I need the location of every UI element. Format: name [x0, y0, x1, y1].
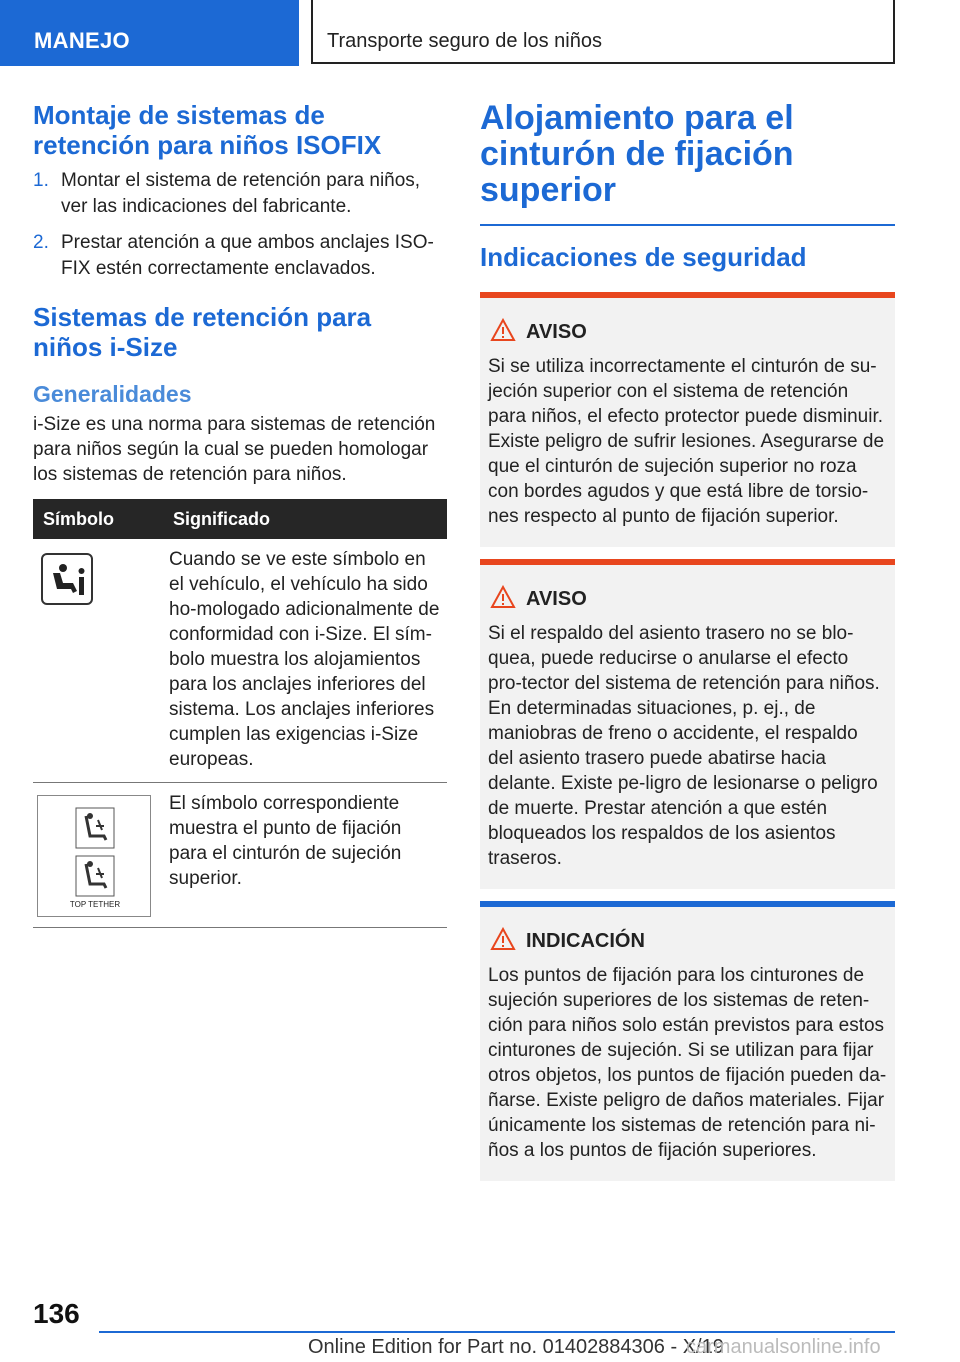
- meaning-cell: El símbolo correspondiente muestra el punto de fijación para el cinturón de sujeción superior.: [163, 783, 447, 928]
- chapter-header: [311, 0, 895, 64]
- isize-seat-icon: [41, 553, 93, 605]
- step-number: 1.: [33, 170, 49, 191]
- table-row: [33, 783, 447, 928]
- symbol-table: [33, 499, 447, 928]
- warning-box: [480, 292, 895, 547]
- meaning-cell: Cuando se ve este símbolo en el vehículo, el vehículo ha sido ho-mologado adicionalmente de conformidad con i-Size. El sím-bolo muestra los alojamientos para los anclajes inferiores del sistema. Los anclajes inferiores cumplen las exigencias i-Size europeas.: [163, 539, 447, 783]
- section-label: MANEJO: [34, 28, 130, 53]
- page-number: 136: [33, 1298, 80, 1329]
- step-number: 2.: [33, 232, 49, 253]
- step-text: Prestar atención a que ambos anclajes ISO-FIX estén correctamente enclavados.: [61, 232, 434, 279]
- isize-heading: Sistemas de retención para niños i-Size: [33, 302, 372, 362]
- top-tether-icon: [37, 795, 151, 917]
- warning-title: AVISO: [526, 588, 587, 610]
- notice-title: INDICACIÓN: [526, 930, 645, 952]
- warning-triangle-icon: [490, 585, 516, 609]
- table-row: [33, 539, 447, 783]
- warning-triangle-icon: [490, 927, 516, 951]
- warning-box: [480, 559, 895, 889]
- warning-text: Si se utiliza incorrectamente el cinturón de su-jeción superior con el sistema de retención para niños, el efecto protector puede disminuir. Existe peligro de sufrir lesiones. Asegurarse de que el cinturón de sujeción superior no roza con bordes agudos y que está libre de torsio-nes respecto al punto de fijación superior.: [488, 356, 885, 527]
- col-meaning-header: Significado: [163, 499, 447, 539]
- warning-title: AVISO: [526, 321, 587, 343]
- isofix-steps: [33, 168, 447, 282]
- right-column: [480, 100, 895, 1181]
- step-item: [33, 230, 447, 282]
- section-tab: [0, 0, 299, 66]
- edition-text: Online Edition for Part no. 01402884306 - X/19: [308, 1336, 724, 1358]
- chapter-label: Transporte seguro de los niños: [327, 30, 602, 52]
- isofix-heading: Montaje de sistemas de retención para niños ISOFIX: [33, 100, 382, 160]
- step-text: Montar el sistema de retención para niños, ver las indicaciones del fabricante.: [61, 170, 421, 217]
- step-item: [33, 168, 447, 220]
- safety-heading: Indicaciones de seguridad: [480, 242, 807, 272]
- warning-triangle-icon: [490, 318, 516, 342]
- col-symbol-header: Símbolo: [33, 499, 163, 539]
- watermark-text: carmanualsonline.info: [686, 1336, 881, 1358]
- general-heading: Generalidades: [33, 381, 192, 407]
- notice-box: [480, 901, 895, 1181]
- notice-text: Los puntos de fijación para los cinturones de sujeción superiores de los sistemas de reten-ción para niños solo están previstos para estos cinturones de sujeción. Si se utilizan para fijar otros objetos, los puntos de fijación pueden da-ñarse. Existe peligro de daños materiales. Fijar únicamente los sistemas de retención para ni-ños a los puntos de fijación superiores.: [488, 965, 887, 1161]
- main-heading: Alojamiento para el cinturón de fijación superior: [480, 99, 794, 209]
- heading-rule: [480, 224, 895, 226]
- icon-caption: TOP TETHER: [69, 900, 121, 909]
- warning-text: Si el respaldo del asiento trasero no se blo-quea, puede reducirse o anularse el efecto pro-tector del sistema de retención para niños. En determinadas situaciones, p. ej., de maniobras de freno o accidente, el respaldo del asiento trasero puede abatirse hacia delante. Existe pe-ligro de lesionarse o peligro de muerte. Prestar atención a que estén bloqueados los respaldos de los asientos traseros.: [488, 623, 880, 869]
- left-column: [33, 100, 447, 928]
- footer-rule: [99, 1331, 895, 1333]
- general-text: i-Size es una norma para sistemas de retención para niños según la cual se pueden homologar los sistemas de retención para niños.: [33, 414, 436, 485]
